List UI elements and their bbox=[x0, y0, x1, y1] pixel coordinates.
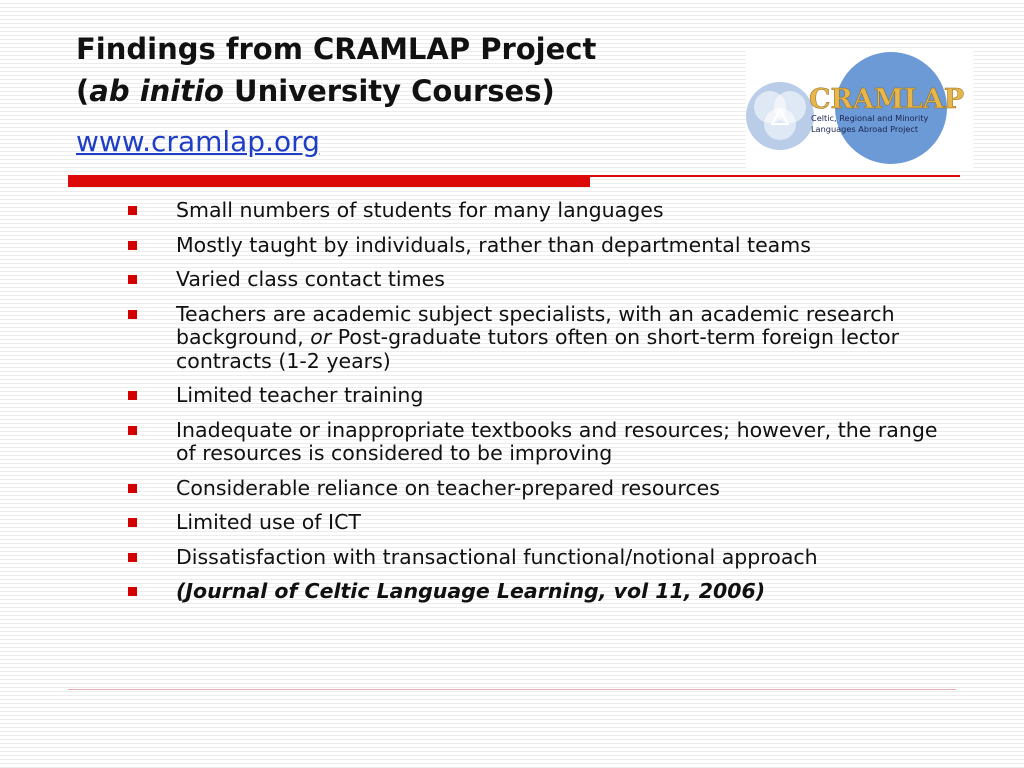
findings-list bbox=[128, 199, 958, 615]
list-item bbox=[128, 384, 958, 408]
cramlap-logo-graphic bbox=[746, 50, 973, 168]
list-item bbox=[128, 477, 958, 501]
logo-tagline-line2: Languages Abroad Project bbox=[811, 124, 919, 134]
bullet-square-icon bbox=[128, 241, 137, 250]
bullet-text-after: Post-graduate tutors often on short-term foreign lector contracts (1-2 years) bbox=[176, 325, 900, 373]
bullet-square-icon bbox=[128, 206, 137, 215]
slide-title bbox=[76, 28, 736, 112]
bullet-square-icon bbox=[128, 426, 137, 435]
bullet-square-icon bbox=[128, 391, 137, 400]
website-link[interactable]: www.cramlap.org bbox=[76, 125, 320, 158]
slide-title-line1: Findings from CRAMLAP Project bbox=[76, 32, 597, 66]
list-item bbox=[128, 268, 958, 292]
bullet-text: Varied class contact times bbox=[176, 267, 445, 291]
footer-divider bbox=[68, 689, 956, 690]
bullet-text: Considerable reliance on teacher-prepared resources bbox=[176, 475, 720, 500]
bullet-square-icon bbox=[128, 275, 137, 284]
title-line2-rest: University Courses) bbox=[223, 74, 555, 108]
bullet-text: Inadequate or inappropriate textbooks and resources; however, the range of resources is considered to be improving bbox=[176, 417, 938, 465]
title-divider-thick bbox=[68, 175, 590, 187]
list-item bbox=[128, 511, 958, 535]
bullet-text: Limited use of ICT bbox=[176, 510, 361, 534]
list-item-reference bbox=[128, 580, 958, 604]
bullet-square-icon bbox=[128, 587, 137, 596]
reference-citation: Journal of Celtic Language Learning, vol 11, 2006) bbox=[185, 579, 766, 603]
title-paren-open: ( bbox=[76, 74, 90, 108]
list-item bbox=[128, 419, 958, 466]
title-divider-thin bbox=[590, 175, 960, 177]
bullet-square-icon bbox=[128, 484, 137, 493]
slide-title-line2 bbox=[76, 70, 736, 112]
reference-paren-open: ( bbox=[176, 579, 186, 603]
bullet-text: Limited teacher training bbox=[176, 383, 424, 407]
bullet-square-icon bbox=[128, 518, 137, 527]
bullet-text: Mostly taught by individuals, rather than departmental teams bbox=[176, 232, 811, 257]
bullet-text-before: Teachers are academic subject specialists, with an academic research background, bbox=[176, 301, 895, 349]
cramlap-logo bbox=[746, 50, 973, 168]
list-item bbox=[128, 546, 958, 570]
list-item bbox=[128, 199, 958, 223]
logo-name-text: CRAMLAP bbox=[809, 84, 964, 115]
bullet-square-icon bbox=[128, 553, 137, 562]
logo-tagline-line1: Celtic, Regional and Minority bbox=[811, 113, 929, 123]
list-item bbox=[128, 234, 958, 258]
title-italic-phrase: ab initio bbox=[89, 74, 224, 108]
bullet-square-icon bbox=[128, 310, 137, 319]
bullet-text: Small numbers of students for many languages bbox=[176, 198, 664, 222]
list-item bbox=[128, 303, 958, 374]
bullet-text: Dissatisfaction with transactional functional/notional approach bbox=[176, 544, 818, 569]
bullet-text-italic: or bbox=[310, 325, 332, 349]
